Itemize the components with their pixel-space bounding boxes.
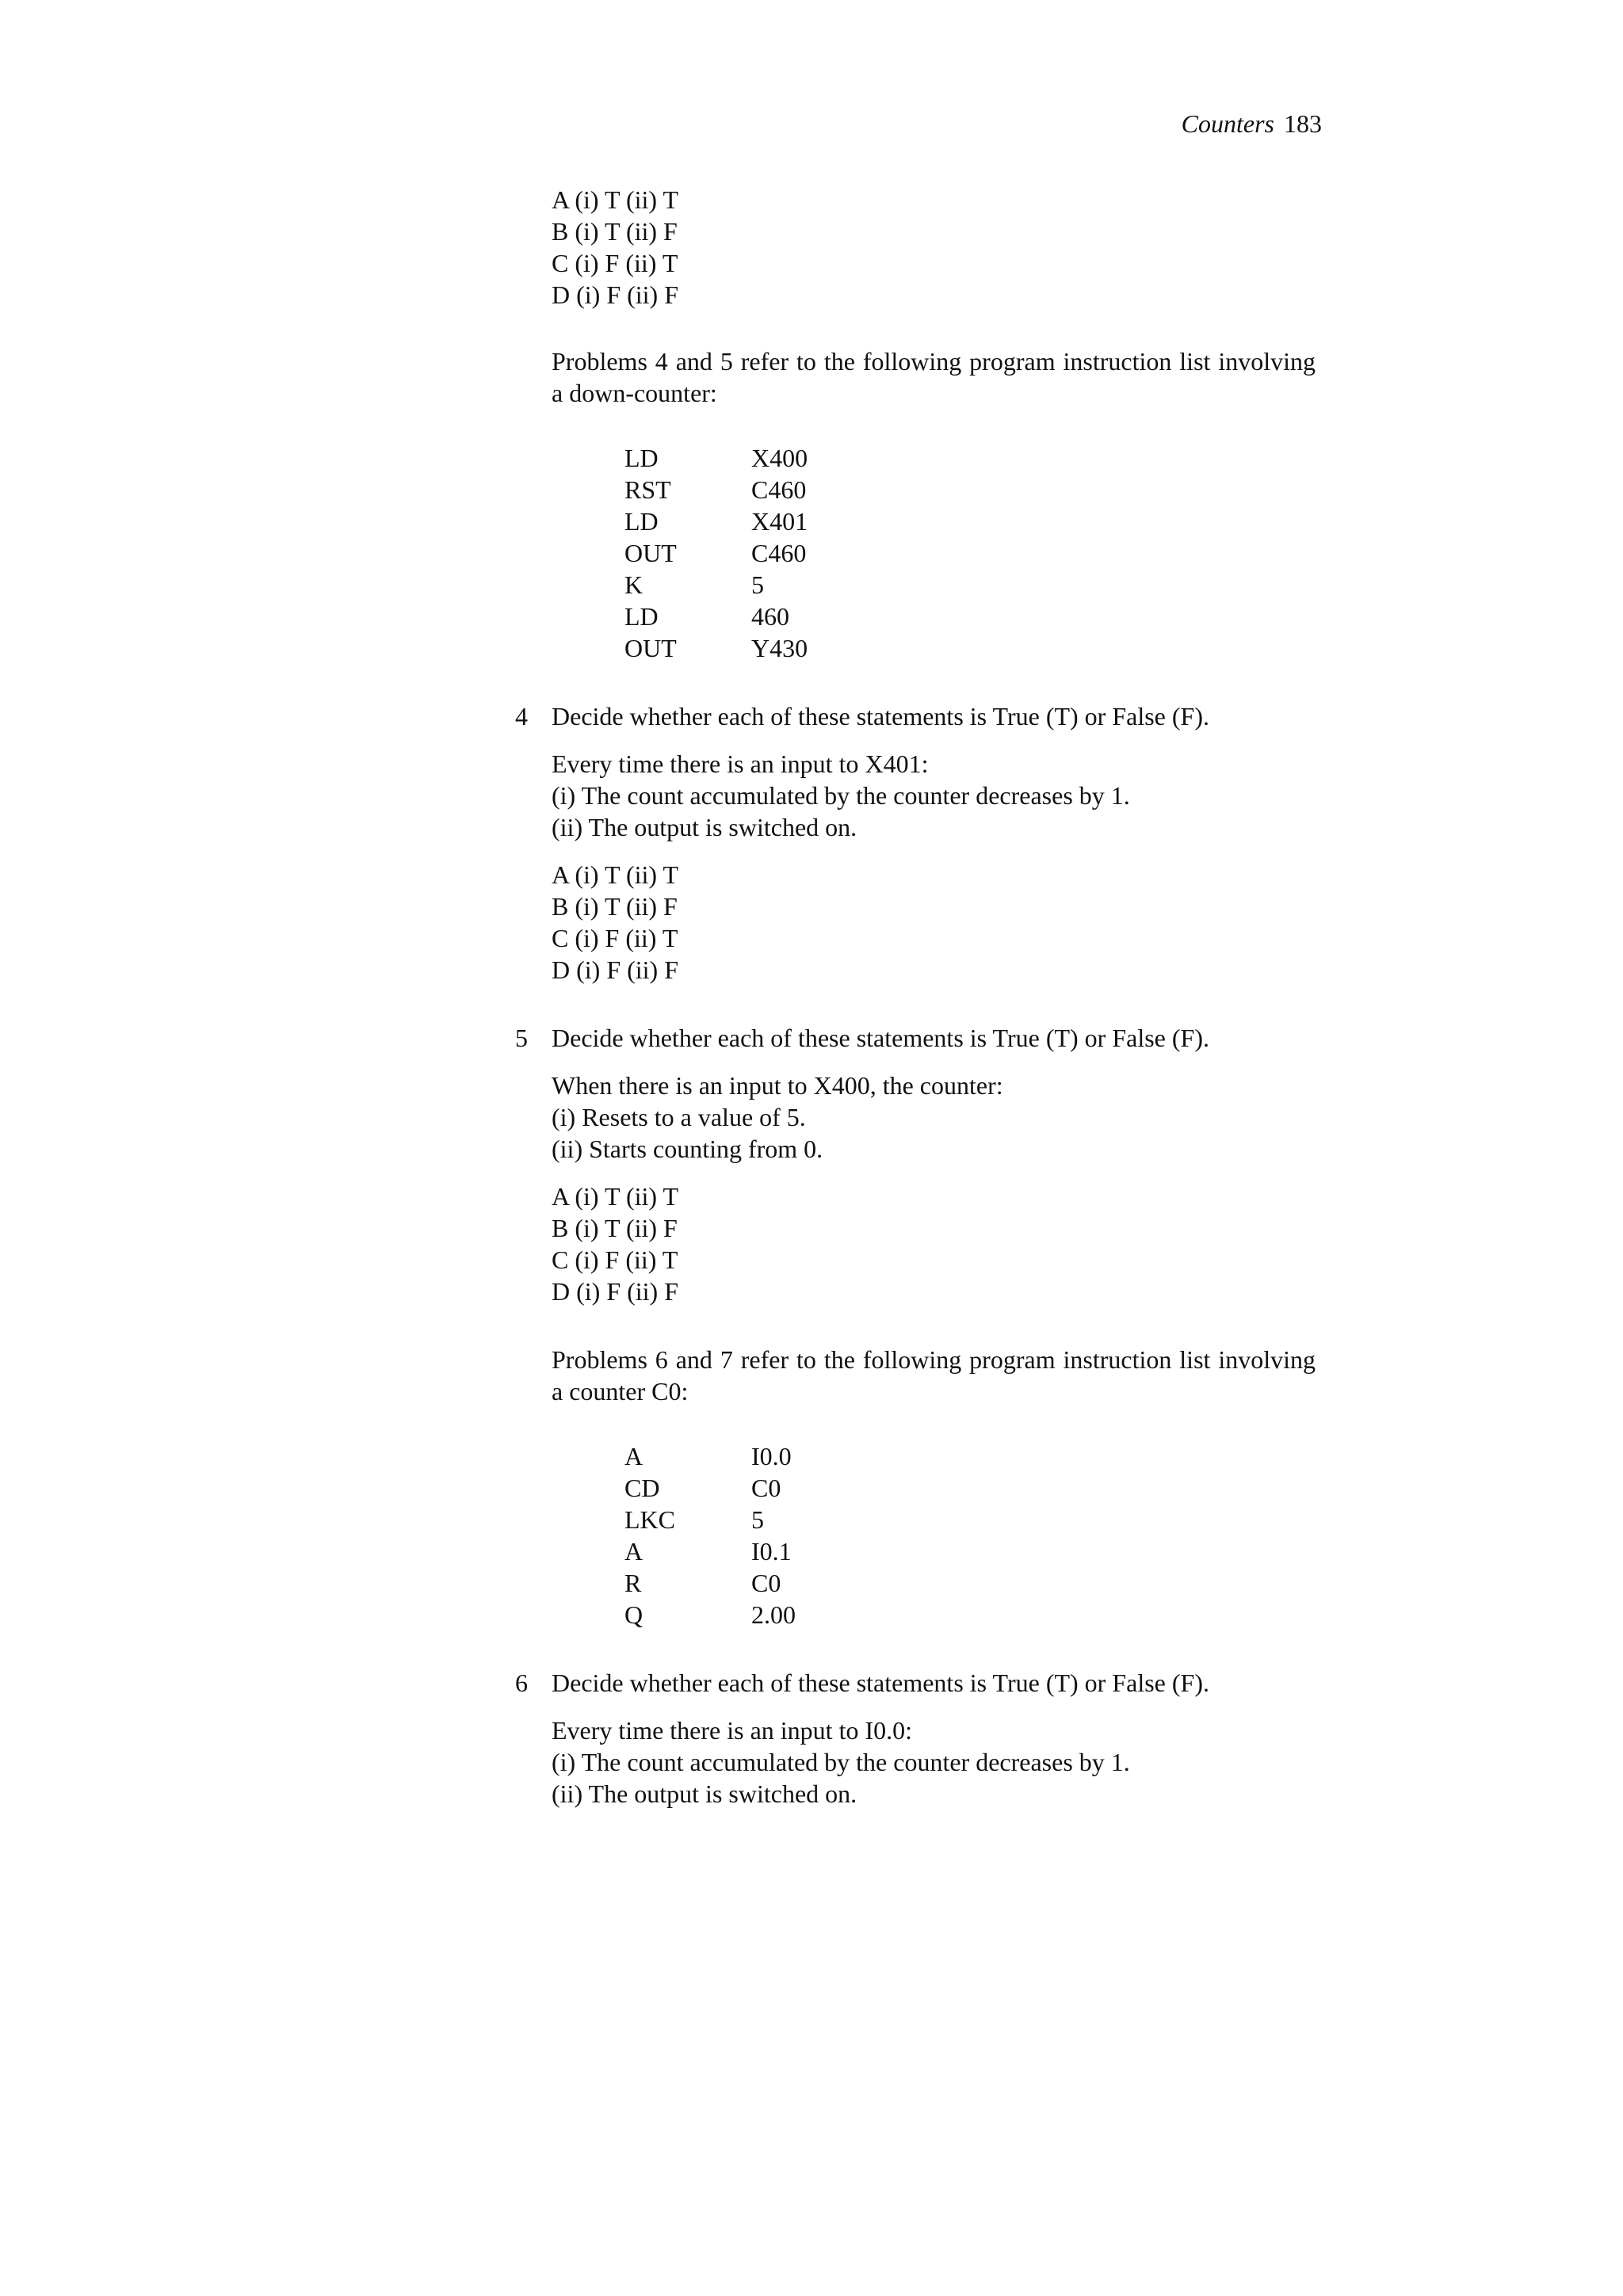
question-6 <box>515 1667 1316 1810</box>
instruction-arg: 5 <box>751 1505 764 1534</box>
instruction-arg: X401 <box>751 507 808 536</box>
instruction-op: R <box>624 1569 642 1597</box>
statement-line: (i) The count accumulated by the counter decreases by 1. <box>552 781 1130 810</box>
instruction-arg: I0.0 <box>751 1442 792 1470</box>
instruction-row <box>552 1440 1316 1472</box>
instruction-arg: X400 <box>751 444 808 472</box>
instruction-row <box>552 1504 1316 1535</box>
statement-line: (ii) The output is switched on. <box>552 1779 857 1808</box>
instruction-op: RST <box>624 475 671 504</box>
instruction-op: LKC <box>624 1505 675 1534</box>
option-b: B (i) T (ii) F <box>552 892 678 921</box>
instruction-arg: I0.1 <box>751 1537 792 1566</box>
instruction-op: K <box>624 570 643 599</box>
instruction-row <box>552 569 1316 601</box>
instruction-row <box>552 601 1316 632</box>
instruction-row <box>552 537 1316 569</box>
question-number: 4 <box>515 702 528 730</box>
question-prompt: Decide whether each of these statements is True (T) or False (F). <box>552 702 1209 730</box>
instruction-op: LD <box>624 444 659 472</box>
option-a: A (i) T (ii) T <box>552 185 678 214</box>
instruction-arg: 5 <box>751 570 764 599</box>
question-number: 5 <box>515 1024 528 1052</box>
question-prompt: Decide whether each of these statements is True (T) or False (F). <box>552 1024 1209 1052</box>
instruction-op: CD <box>624 1474 660 1502</box>
option-d: D (i) F (ii) F <box>552 280 678 309</box>
instruction-row <box>552 505 1316 537</box>
running-header <box>1182 108 1322 139</box>
option-b: B (i) T (ii) F <box>552 1214 678 1242</box>
option-b: B (i) T (ii) F <box>552 217 678 246</box>
instruction-op: A <box>624 1537 643 1566</box>
instruction-op: A <box>624 1442 643 1470</box>
instruction-arg: C0 <box>751 1474 781 1502</box>
statement-line: Every time there is an input to I0.0: <box>552 1716 912 1745</box>
option-a: A (i) T (ii) T <box>552 1182 678 1211</box>
intro-paragraph: Problems 6 and 7 refer to the following program instruction list involving a counter C0: <box>552 1345 1316 1405</box>
instruction-row <box>552 1599 1316 1630</box>
option-d: D (i) F (ii) F <box>552 1277 678 1306</box>
option-c: C (i) F (ii) T <box>552 249 678 277</box>
question-number: 6 <box>515 1669 528 1697</box>
instruction-op: OUT <box>624 634 677 662</box>
statement-line: When there is an input to X400, the counter: <box>552 1071 1003 1100</box>
instruction-row <box>552 442 1316 474</box>
statement-line: (i) The count accumulated by the counter decreases by 1. <box>552 1748 1130 1776</box>
instruction-op: LD <box>624 507 659 536</box>
instruction-arg: 460 <box>751 602 789 631</box>
option-c: C (i) F (ii) T <box>552 924 678 952</box>
intro-paragraph: Problems 4 and 5 refer to the following program instruction list involving a down-counter: <box>552 347 1316 407</box>
instruction-op: OUT <box>624 539 677 567</box>
instruction-arg: C460 <box>751 539 807 567</box>
instruction-op: Q <box>624 1600 643 1629</box>
instruction-row <box>552 1535 1316 1567</box>
option-d: D (i) F (ii) F <box>552 955 678 984</box>
instruction-arg: C0 <box>751 1569 781 1597</box>
option-c: C (i) F (ii) T <box>552 1245 678 1274</box>
instruction-list <box>552 442 1316 664</box>
options-list <box>552 184 1316 311</box>
instruction-op: LD <box>624 602 659 631</box>
question-5 <box>515 1022 1316 1307</box>
instruction-row <box>552 632 1316 664</box>
instruction-row <box>552 1472 1316 1504</box>
statement-line: (ii) Starts counting from 0. <box>552 1135 823 1163</box>
statement-line: (i) Resets to a value of 5. <box>552 1103 806 1131</box>
page-number: 183 <box>1284 109 1322 138</box>
chapter-title: Counters <box>1181 109 1274 138</box>
instruction-row <box>552 1567 1316 1599</box>
question-4 <box>515 700 1316 986</box>
instruction-arg: C460 <box>751 475 807 504</box>
instruction-row <box>552 474 1316 505</box>
instruction-arg: 2.00 <box>751 1600 796 1629</box>
statement-line: Every time there is an input to X401: <box>552 749 929 778</box>
instruction-arg: Y430 <box>751 634 808 662</box>
instruction-list <box>552 1440 1316 1630</box>
option-a: A (i) T (ii) T <box>552 860 678 889</box>
statement-line: (ii) The output is switched on. <box>552 813 857 841</box>
question-prompt: Decide whether each of these statements is True (T) or False (F). <box>552 1669 1209 1697</box>
